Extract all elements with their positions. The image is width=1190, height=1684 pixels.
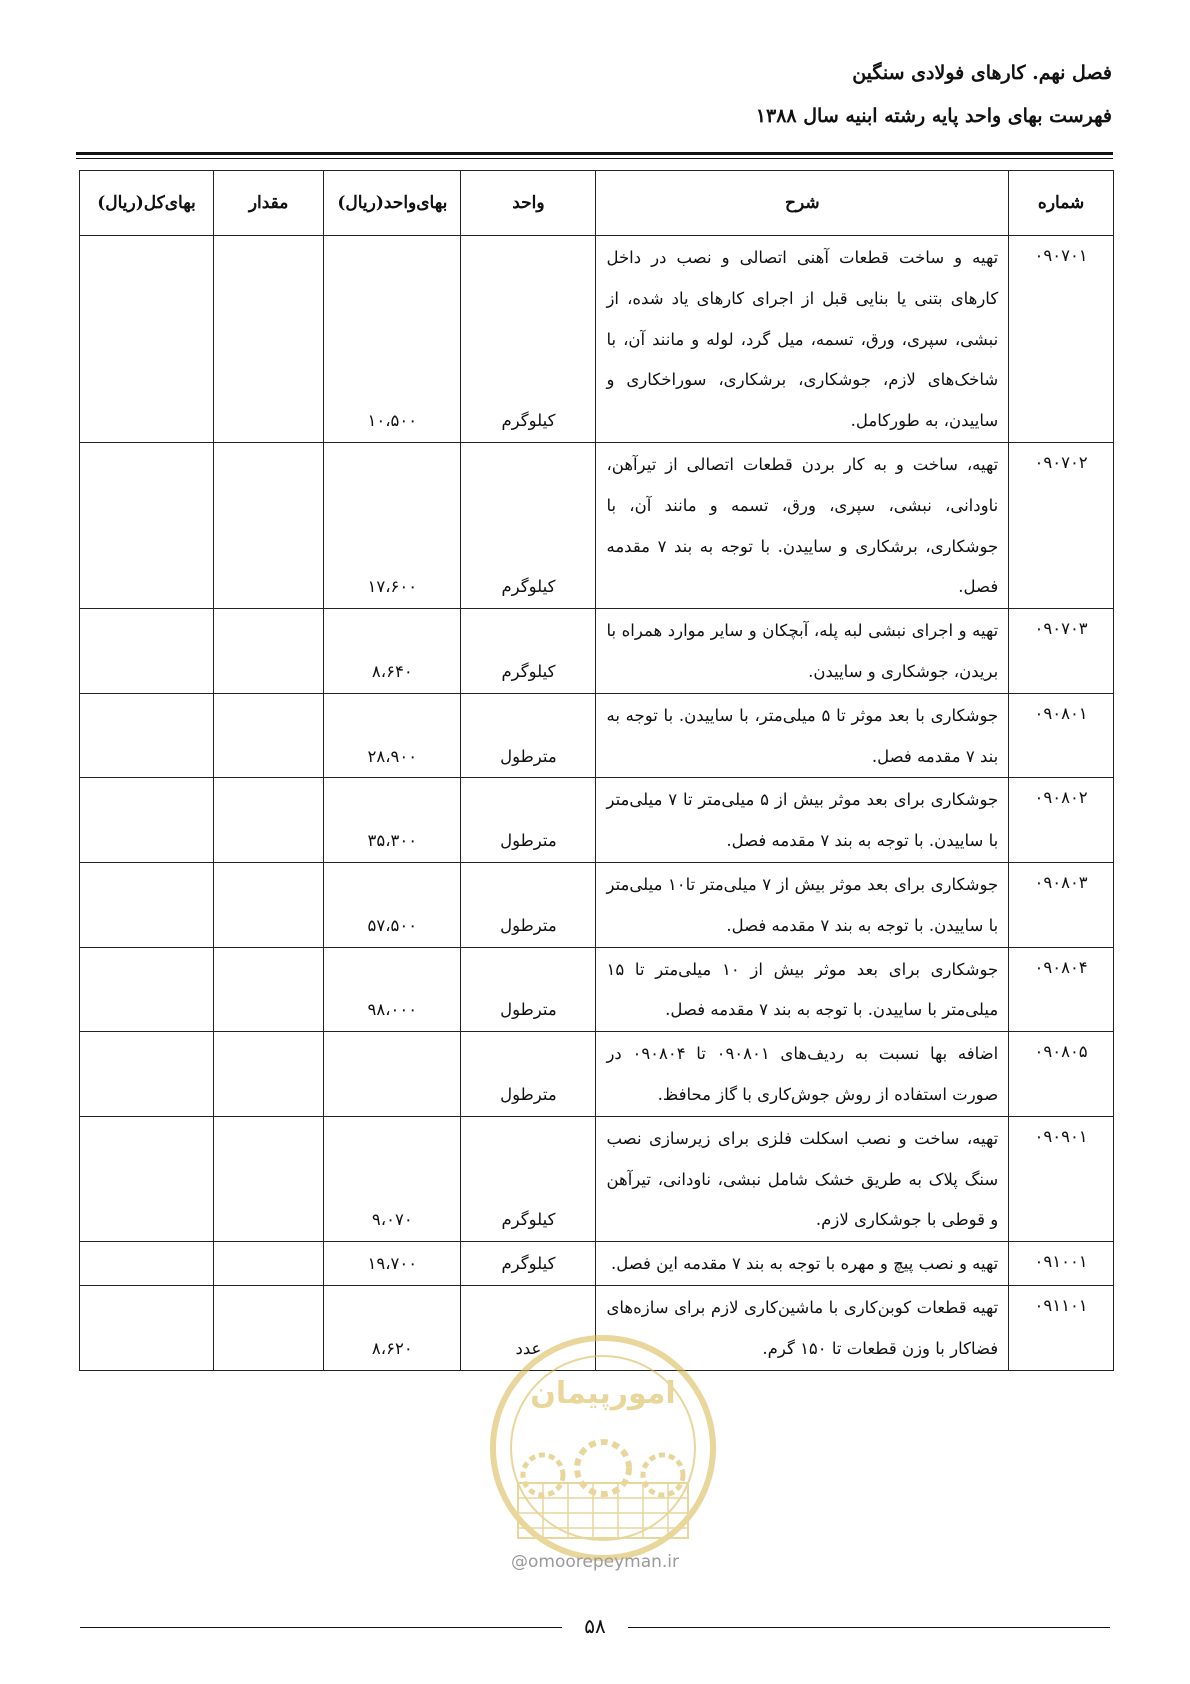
row-unit-price: ۱۷،۶۰۰ (324, 442, 461, 608)
header-unit-price: بهای‌واحد(ریال) (324, 171, 461, 236)
row-unit-price: ۱۰،۵۰۰ (324, 236, 461, 443)
row-quantity (214, 693, 324, 778)
row-description: تهیه و نصب پیچ و مهره با توجه به بند ۷ مقدمه این فصل. (596, 1242, 1009, 1286)
row-description: جوشکاری برای بعد موثر بیش از ۱۰ میلی‌متر تا ۱۵ میلی‌متر با ساییدن. با توجه به بند ۷ مقدمه فصل. (596, 947, 1009, 1032)
table-row (80, 778, 1114, 863)
row-description: تهیه، ساخت و نصب اسکلت فلزی برای زیرسازی نصب سنگ پلاک به طریق خشک شامل نبشی، ناودانی، تیرآهن و قوطی با جوشکاری لازم. (596, 1116, 1009, 1241)
table-row (80, 693, 1114, 778)
table-row (80, 1032, 1114, 1117)
row-number: ۰۹۱۱۰۱ (1009, 1285, 1114, 1370)
row-unit: مترطول (461, 1032, 596, 1117)
row-total-price (80, 1032, 214, 1117)
header-description: شرح (596, 171, 1009, 236)
row-number: ۰۹۰۸۰۲ (1009, 778, 1114, 863)
header-number: شماره (1009, 171, 1114, 236)
row-unit: کیلوگرم (461, 609, 596, 694)
row-quantity (214, 442, 324, 608)
price-table (79, 170, 1114, 1371)
row-total-price (80, 778, 214, 863)
row-quantity (214, 609, 324, 694)
row-unit-price: ۸،۶۲۰ (324, 1285, 461, 1370)
row-unit-price: ۲۸،۹۰۰ (324, 693, 461, 778)
row-total-price (80, 1116, 214, 1241)
row-description: تهیه، ساخت و به کار بردن قطعات اتصالی از تیرآهن، ناودانی، نبشی، سپری، ورق، تسمه و مانند آن، با جوشکاری، برشکاری و ساییدن. با توجه به بند ۷ مقدمه فصل. (596, 442, 1009, 608)
row-quantity (214, 947, 324, 1032)
row-number: ۰۹۰۷۰۱ (1009, 236, 1114, 443)
row-number: ۰۹۰۹۰۱ (1009, 1116, 1114, 1241)
row-unit: کیلوگرم (461, 1242, 596, 1286)
row-number: ۰۹۰۷۰۲ (1009, 442, 1114, 608)
row-total-price (80, 609, 214, 694)
table-row (80, 1285, 1114, 1370)
table-row (80, 442, 1114, 608)
row-unit: عدد (461, 1285, 596, 1370)
footer-rule-right (628, 1627, 1110, 1628)
table-row (80, 236, 1114, 443)
row-unit-price: ۸،۶۴۰ (324, 609, 461, 694)
row-number: ۰۹۰۸۰۱ (1009, 693, 1114, 778)
row-total-price (80, 442, 214, 608)
row-description: تهیه قطعات کوبن‌کاری با ماشین‌کاری لازم برای سازه‌های فضاکار با وزن قطعات تا ۱۵۰ گرم. (596, 1285, 1009, 1370)
row-quantity (214, 778, 324, 863)
table-row (80, 1242, 1114, 1286)
header-rule-thin (76, 158, 1113, 159)
row-unit-price: ۹۸،۰۰۰ (324, 947, 461, 1032)
table-row (80, 862, 1114, 947)
row-quantity (214, 236, 324, 443)
row-unit: مترطول (461, 862, 596, 947)
watermark-seal-text: امورپیمان (530, 1376, 676, 1411)
row-total-price (80, 1242, 214, 1286)
row-unit: مترطول (461, 947, 596, 1032)
row-description: جوشکاری برای بعد موثر بیش از ۵ میلی‌متر تا ۷ میلی‌متر با ساییدن. با توجه به بند ۷ مقدمه فصل. (596, 778, 1009, 863)
row-number: ۰۹۰۷۰۳ (1009, 609, 1114, 694)
row-description: جوشکاری برای بعد موثر بیش از ۷ میلی‌متر تا۱۰ میلی‌متر با ساییدن. با توجه به بند ۷ مقدمه فصل. (596, 862, 1009, 947)
row-number: ۰۹۰۸۰۳ (1009, 862, 1114, 947)
row-description: تهیه و اجرای نبشی لبه پله، آبچکان و سایر موارد همراه با بریدن، جوشکاری و ساییدن. (596, 609, 1009, 694)
row-unit-price: ۳۵،۳۰۰ (324, 778, 461, 863)
row-unit-price: ۹،۰۷۰ (324, 1116, 461, 1241)
row-total-price (80, 693, 214, 778)
table-row (80, 1116, 1114, 1241)
row-quantity (214, 1032, 324, 1117)
row-total-price (80, 1285, 214, 1370)
row-unit: کیلوگرم (461, 1116, 596, 1241)
row-quantity (214, 862, 324, 947)
row-description: اضافه بها نسبت به ردیف‌های ۰۹۰۸۰۱ تا ۰۹۰۸۰۴ در صورت استفاده از روش جوش‌کاری با گاز محافظ. (596, 1032, 1009, 1117)
row-quantity (214, 1285, 324, 1370)
chapter-title: فصل نهم. کارهای فولادی سنگین (852, 62, 1112, 84)
footer-rule-left (80, 1627, 562, 1628)
row-unit: مترطول (461, 693, 596, 778)
watermark-site: @omoorepeyman.ir (510, 1552, 680, 1572)
table-row (80, 947, 1114, 1032)
row-quantity (214, 1116, 324, 1241)
row-unit: کیلوگرم (461, 442, 596, 608)
price-list-title: فهرست بهای واحد پایه رشته ابنیه سال ۱۳۸۸ (755, 105, 1112, 127)
row-total-price (80, 236, 214, 443)
row-number: ۰۹۱۰۰۱ (1009, 1242, 1114, 1286)
row-quantity (214, 1242, 324, 1286)
row-total-price (80, 862, 214, 947)
row-unit: مترطول (461, 778, 596, 863)
header-rule-thick (76, 152, 1113, 155)
row-unit: کیلوگرم (461, 236, 596, 443)
row-total-price (80, 947, 214, 1032)
row-description: تهیه و ساخت قطعات آهنی اتصالی و نصب در داخل کارهای بتنی یا بنایی قبل از اجرای کارهای یاد شده، از نبشی، سپری، ورق، تسمه، میل گرد، لوله و مانند آن، با شاخک‌های لازم، جوشکاری، برشکاری، سوراخکاری و ساییدن، به طورکامل. (596, 236, 1009, 443)
header-unit: واحد (461, 171, 596, 236)
header-quantity: مقدار (214, 171, 324, 236)
row-unit-price: ۵۷،۵۰۰ (324, 862, 461, 947)
page-number: ۵۸ (584, 1614, 606, 1638)
table-header-row (80, 171, 1114, 236)
row-unit-price: ۱۹،۷۰۰ (324, 1242, 461, 1286)
header-total-price: بهای‌کل(ریال) (80, 171, 214, 236)
row-number: ۰۹۰۸۰۴ (1009, 947, 1114, 1032)
table-row (80, 609, 1114, 694)
row-unit-price (324, 1032, 461, 1117)
row-number: ۰۹۰۸۰۵ (1009, 1032, 1114, 1117)
row-description: جوشکاری با بعد موثر تا ۵ میلی‌متر، با ساییدن. با توجه به بند ۷ مقدمه فصل. (596, 693, 1009, 778)
